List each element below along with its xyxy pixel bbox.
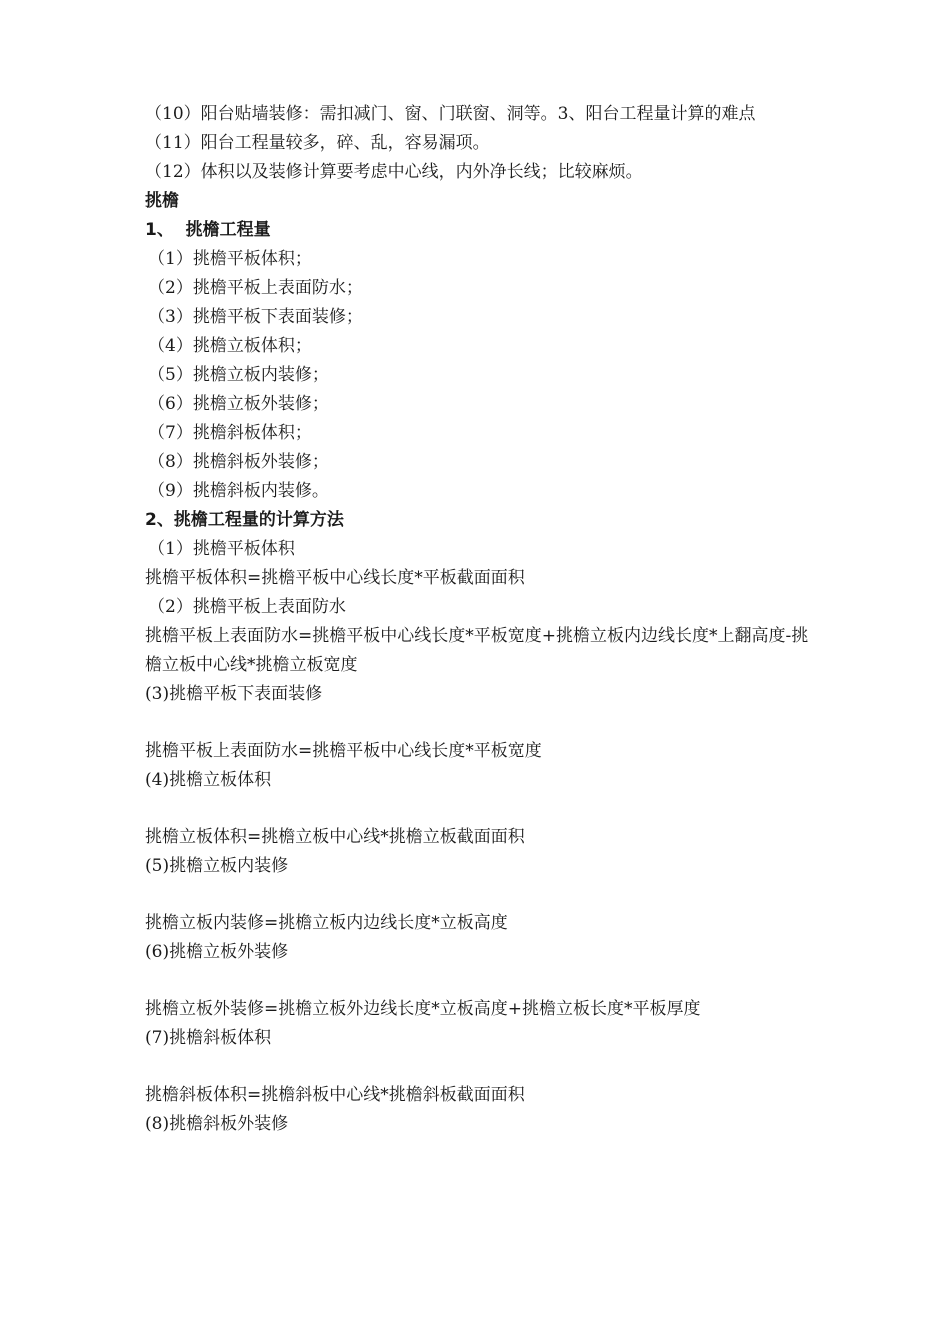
blank-line xyxy=(145,967,815,995)
document-body xyxy=(145,100,815,1139)
method-formula: 挑檐立板体积=挑檐立板中心线*挑檐立板截面面积 xyxy=(145,827,525,847)
paragraph-item-11: （11）阳台工程量较多，碎、乱，容易漏项。 xyxy=(145,133,490,153)
list-item: （7）挑檐斜板体积； xyxy=(148,423,312,443)
method-heading: （1）挑檐平板体积 xyxy=(148,539,295,559)
list-item: （9）挑檐斜板内装修。 xyxy=(148,481,329,501)
paragraph-item-10: （10）阳台贴墙装修：需扣减门、窗、门联窗、洞等。3、阳台工程量计算的难点 xyxy=(145,104,756,124)
list-item: （8）挑檐斜板外装修； xyxy=(148,452,329,472)
list-item: （6）挑檐立板外装修； xyxy=(148,394,329,414)
method-formula: 挑檐平板体积=挑檐平板中心线长度*平板截面面积 xyxy=(145,568,525,588)
section-heading: 挑檐 xyxy=(145,191,179,211)
method-formula: 挑檐立板内装修=挑檐立板内边线长度*立板高度 xyxy=(145,913,508,933)
method-heading: (7)挑檐斜板体积 xyxy=(145,1028,272,1048)
blank-line xyxy=(145,1053,815,1081)
blank-line xyxy=(145,795,815,823)
method-formula: 挑檐立板外装修=挑檐立板外边线长度*立板高度+挑檐立板长度*平板厚度 xyxy=(145,999,701,1019)
list-item: （4）挑檐立板体积； xyxy=(148,336,312,356)
method-heading: (5)挑檐立板内装修 xyxy=(145,856,289,876)
list-item: （3）挑檐平板下表面装修； xyxy=(148,307,363,327)
blank-line xyxy=(145,881,815,909)
subheading-methods: 2、挑檐工程量的计算方法 xyxy=(145,510,344,530)
method-heading: (4)挑檐立板体积 xyxy=(145,770,272,790)
paragraph-item-12: （12）体积以及装修计算要考虑中心线，内外净长线；比较麻烦。 xyxy=(145,162,643,182)
method-heading: (8)挑檐斜板外装修 xyxy=(145,1114,289,1134)
list-item: （5）挑檐立板内装修； xyxy=(148,365,329,385)
method-formula: 挑檐平板上表面防水=挑檐平板中心线长度*平板宽度 xyxy=(145,741,542,761)
method-heading: （2）挑檐平板上表面防水 xyxy=(148,597,346,617)
list-item: （2）挑檐平板上表面防水； xyxy=(148,278,363,298)
subheading-quantities: 1、 挑檐工程量 xyxy=(145,220,271,240)
method-formula: 挑檐平板上表面防水=挑檐平板中心线长度*平板宽度+挑檐立板内边线长度*上翻高度-挑檐立板中心线*挑檐立板宽度 xyxy=(145,626,809,675)
method-formula: 挑檐斜板体积=挑檐斜板中心线*挑檐斜板截面面积 xyxy=(145,1085,525,1105)
method-heading: (3)挑檐平板下表面装修 xyxy=(145,684,323,704)
method-heading: (6)挑檐立板外装修 xyxy=(145,942,289,962)
blank-line xyxy=(145,709,815,737)
list-item: （1）挑檐平板体积； xyxy=(148,249,312,269)
